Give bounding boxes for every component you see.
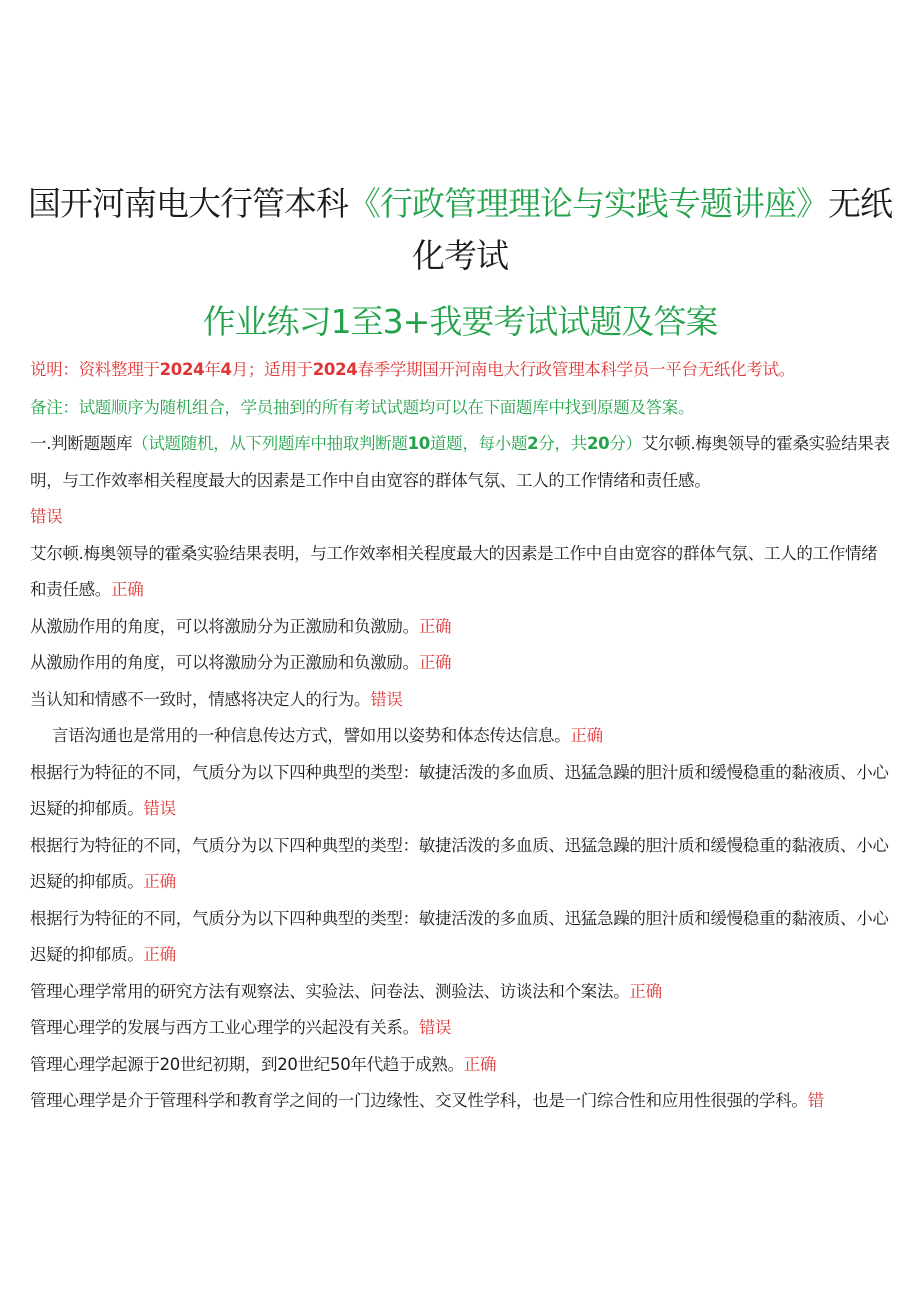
question-text: 从激励作用的角度，可以将激励分为正激励和负激励。 <box>30 653 419 672</box>
note-text: 说明：资料整理于 <box>30 360 160 379</box>
instruction-text: 分，共 <box>538 434 587 453</box>
note-year: 2024 <box>159 360 205 379</box>
note-description <box>30 358 900 382</box>
answer-label: 错误 <box>418 1018 452 1037</box>
title-part-3: 无纸化考试 <box>412 184 892 275</box>
instruction-total: 20 <box>586 434 610 453</box>
question-item <box>30 609 892 646</box>
question-text: 管理心理学的发展与西方工业心理学的兴起没有关系。 <box>30 1018 419 1037</box>
note-year: 2024 <box>312 360 358 379</box>
answer-label: 正确 <box>570 726 603 745</box>
question-list <box>30 426 892 1120</box>
question-text: 当认知和情感不一致时，情感将决定人的行为。 <box>30 689 371 709</box>
question-item <box>30 1083 892 1120</box>
answer-label: 正确 <box>463 1054 497 1074</box>
title-part-1: 国开河南电大行管本科 <box>28 184 348 223</box>
question-item <box>30 426 892 536</box>
question-item <box>30 828 892 901</box>
instruction-count: 10 <box>407 434 430 453</box>
question-text: 言语沟通也是常用的一种信息传达方式，譬如用以姿势和体态传达信息。 <box>52 726 571 745</box>
question-item <box>30 755 892 828</box>
document-subtitle: 作业练习1至3+我要考试试题及答案 <box>202 302 718 341</box>
question-text: 管理心理学是介于管理科学和教育学之间的一门边缘性、交叉性学科，也是一门综合性和应用性很强的学科。 <box>30 1091 808 1110</box>
instruction-points: 2 <box>527 434 539 453</box>
answer-label: 错误 <box>30 507 63 526</box>
note-text: 春季学期国开河南电大行政管理本科学员一平台无纸化考试。 <box>357 360 795 379</box>
question-text: 管理心理学常用的研究方法有观察法、实验法、问卷法、测验法、访谈法和个案法。 <box>30 981 630 1001</box>
note-remark: 备注：试题顺序为随机组合，学员抽到的所有考试试题均可以在下面题库中找到原题及答案。 <box>30 398 695 417</box>
note-month: 4 <box>220 360 232 379</box>
question-item <box>30 645 892 682</box>
answer-label: 正确 <box>418 653 452 672</box>
answer-label: 正确 <box>143 945 176 964</box>
question-item <box>30 1010 892 1047</box>
title-course-name: 《行政管理理论与实践专题讲座》 <box>348 184 828 223</box>
answer-label: 正确 <box>111 580 144 599</box>
question-item <box>30 1047 892 1084</box>
question-text: 管理心理学起源于20世纪初期，到20世纪50年代趋于成熟。 <box>30 1054 464 1074</box>
answer-label: 错 <box>807 1091 824 1110</box>
document-title <box>20 178 900 282</box>
question-text: 根据行为特征的不同，气质分为以下四种典型的类型：敏捷活泼的多血质、迅猛急躁的胆汁质和缓慢稳重的黏液质、小心迟疑的抑郁质。 <box>30 835 889 891</box>
instruction-text: （试题随机，从下列题库中抽取判断题 <box>132 434 408 453</box>
instruction-text: 道题，每小题 <box>429 434 528 453</box>
instruction-text: 分） <box>609 434 642 453</box>
answer-label: 正确 <box>629 981 662 1001</box>
answer-label: 正确 <box>418 616 452 636</box>
section-instructions <box>132 434 642 453</box>
question-text: 根据行为特征的不同，气质分为以下四种典型的类型：敏捷活泼的多血质、迅猛急躁的胆汁质和缓慢稳重的黏液质、小心迟疑的抑郁质。 <box>30 762 889 818</box>
note-text: 月；适用于 <box>231 360 313 379</box>
note-text: 年 <box>204 360 221 379</box>
section-title: 一.判断题题库 <box>30 434 133 453</box>
question-item <box>30 901 892 974</box>
question-text: 艾尔顿.梅奥领导的霍桑实验结果表明，与工作效率相关程度最大的因素是工作中自由宽容的群体气氛、工人的工作情绪和责任感。 <box>30 434 890 490</box>
answer-label: 错误 <box>370 689 403 709</box>
answer-label: 错误 <box>143 799 176 818</box>
question-item <box>30 682 892 719</box>
question-text: 根据行为特征的不同，气质分为以下四种典型的类型：敏捷活泼的多血质、迅猛急躁的胆汁质和缓慢稳重的黏液质、小心迟疑的抑郁质。 <box>30 908 889 964</box>
question-text: 从激励作用的角度，可以将激励分为正激励和负激励。 <box>30 616 419 636</box>
question-text: 艾尔顿.梅奥领导的霍桑实验结果表明，与工作效率相关程度最大的因素是工作中自由宽容的群体气氛、工人的工作情绪和责任感。 <box>30 543 878 599</box>
answer-label: 正确 <box>143 872 176 891</box>
question-item <box>30 718 892 755</box>
question-item <box>30 974 892 1011</box>
question-item <box>30 536 892 609</box>
